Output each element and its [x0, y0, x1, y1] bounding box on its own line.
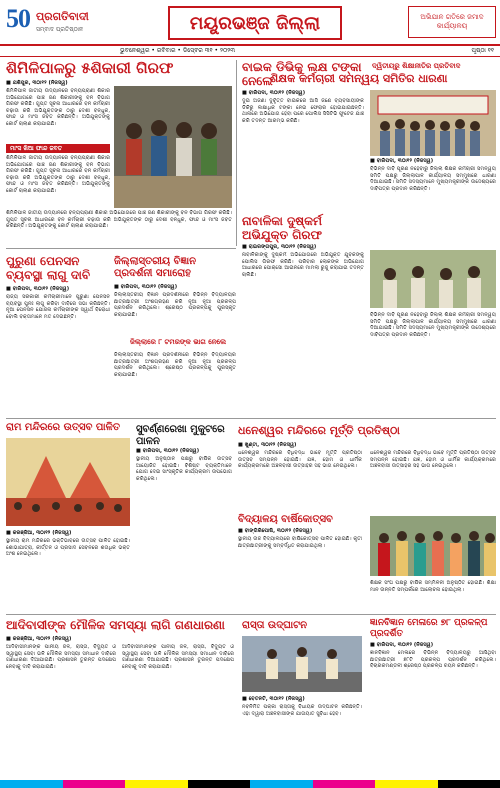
headline-s14: ରାସ୍ତା ଉଦ୍‌ଘାଟନ — [242, 620, 307, 631]
headline-s5: ପୁରୁଣା ପେନସନ ବ୍ୟବସ୍ଥା ଲାଗୁ ଦାବି — [6, 254, 91, 282]
section-rule — [6, 248, 236, 249]
section-rule-3 — [6, 614, 496, 615]
headline-s7: ରାମ ମନ୍ଦିରରେ ଉତ୍ସବ ପାଳିତ — [6, 422, 120, 433]
column-rule — [236, 60, 237, 246]
photo-s3-protest — [370, 90, 496, 156]
date-line: ଭୁବନେଶ୍ୱର • ରବିବାର • ଡିସେ୍ବର ୩୧ • ୨୦୨୩ — [120, 47, 235, 54]
photo-s10-meeting — [370, 516, 496, 576]
body-s8: ସ୍ଥାନୀୟ ଅନୁଷ୍ଠାନ ପକ୍ଷରୁ ବାର୍ଷିକ ଉତ୍ସବ ଆୟୋଜିତ ହୋଇଛି। ବିଶିଷ୍ଟ ବ୍ୟକ୍ତିମାନେ ଯୋଗ ଦେଇ ସାଂସ୍କୃତିକ କାର୍ଯ୍ୟକ୍ରମ ଉପଭୋଗ କରିଥିଲେ। — [136, 456, 232, 482]
photo-s14-road — [242, 636, 362, 692]
photo-s3-graphic — [370, 90, 496, 156]
dateline-s10: ■ ବାଙ୍ଗିରିପୋଷି, ୩୦ା୧୨ (ନିଜସ୍ୱ) — [238, 528, 313, 534]
dateline-s2: ■ ବାରିପଦା, ୩୦ା୧୨ (ନିଜସ୍ୱ) — [242, 90, 306, 96]
body-s9b: ଧନେଶ୍ୱର ମନ୍ଦିରରେ ବିଧିବଦ୍ଧ ଭାବେ ମୂର୍ତ୍ତି ପ୍ରତିଷ୍ଠା ଉତ୍ସବ ସମ୍ପନ୍ନ ହୋଇଛି। ଯଜ୍ଞ, ହୋମ ଓ ଧାର୍ମିକ କାର୍ଯ୍ୟକ୍ରମରେ ଅଞ୍ଚଳବାସୀ ଉତ୍ସାହର ସହ ଭାଗ ନେଇଥିଲେ। — [370, 450, 496, 470]
page-number: ପୃଷ୍ଠା ୧୧ — [471, 47, 494, 54]
photo-s3b — [370, 250, 496, 308]
dateline-s1: ■ ଯଶିପୁର, ୩୦ା୧୨ (ନିଜସ୍ୱ) — [6, 80, 68, 86]
body-s1b: ଶିମିଳିପାଳ ଜାତୀୟ ଉଦ୍ୟାନରେ ବନ୍ୟପ୍ରାଣୀ ଶିକାର ଅଭିଯୋଗରେ ପାଞ୍ଚ ଜଣ ଶିକାରୀଙ୍କୁ ବନ ବିଭାଗ ଗିରଫ କରିଛି। ଗୁପ୍ତ ସୂଚନା ଆଧାରରେ ବନ କର୍ମଚାରୀ ଚଢ଼ାଉ କରି ଅଭିଯୁକ୍ତଙ୍କ ଠାରୁ ଦେଶୀ ବନ୍ଧୁକ, ଫାନ୍ଦ ଓ ମାଂସ ଜବତ କରିଛନ୍ତି। ଅଭିଯୁକ୍ତଙ୍କୁ କୋର୍ଟ ଚାଲାଣ କରାଯାଇଛି। — [6, 155, 110, 194]
section-rule-2 — [6, 418, 496, 419]
dateline-s3: ■ ବାରିପଦା, ୩୦ା୧୨ (ନିଜସ୍ୱ) — [370, 158, 434, 164]
date-strip — [0, 44, 500, 57]
body-s1a: ଶିମିଳିପାଳ ଜାତୀୟ ଉଦ୍ୟାନରେ ବନ୍ୟପ୍ରାଣୀ ଶିକାର ଅଭିଯୋଗରେ ପାଞ୍ଚ ଜଣ ଶିକାରୀଙ୍କୁ ବନ ବିଭାଗ ଗିରଫ କରିଛି। ଗୁପ୍ତ ସୂଚନା ଆଧାରରେ ବନ କର୍ମଚାରୀ ଚଢ଼ାଉ କରି ଅଭିଯୁକ୍ତଙ୍କ ଠାରୁ ଦେଶୀ ବନ୍ଧୁକ, ଫାନ୍ଦ ଓ ମାଂସ ଜବତ କରିଛନ୍ତି। ଅଭିଯୁକ୍ତଙ୍କୁ କୋର୍ଟ ଚାଲାଣ କରାଯାଇଛି। — [6, 88, 110, 127]
headline-s4: ନାବାଳିକା ଦୁଷ୍କର୍ମ ଅଭିଯୁକ୍ତ ଗିରଫ — [242, 214, 323, 242]
photo-s3b-graphic — [370, 250, 496, 308]
dateline-s8: ■ ବାରିପଦା, ୩୦ା୧୨ (ନିଜସ୍ୱ) — [136, 448, 200, 454]
body-s6a: ଜିଲ୍ଲାସ୍ତରୀୟ ବିଜ୍ଞାନ ପ୍ରଦର୍ଶନୀରେ ବିଭିନ୍ନ ବିଦ୍ୟାଳୟର ଛାତ୍ରଛାତ୍ରୀ ଅଂଶଗ୍ରହଣ କରି ନୂଆ ନୂଆ ପ୍ରକଳ୍ପ ପ୍ରଦର୍ଶନ କରିଥିଲେ। ଶ୍ରେଷ୍ଠ ପ୍ରକଳ୍ପକୁ ପୁରସ୍କୃତ କରାଯାଇଛି। — [114, 292, 236, 318]
body-s13: ଶିକ୍ଷକ ସଂଘ ପକ୍ଷରୁ ବାର୍ଷିକ ସମ୍ମିଳନୀ ଅନୁଷ୍ଠିତ ହୋଇଛି। ଶିକ୍ଷା ମାନ ଉନ୍ନତି ସମ୍ପର୍କରେ ଆଲୋଚନା ହୋଇଥିଲା। — [370, 580, 496, 593]
body-s4: ନାବାଳିକାଙ୍କୁ ଦୁଷ୍କର୍ମ ଅଭିଯୋଗରେ ଅଭିଯୁକ୍ତ ଯୁବକଙ୍କୁ ପୋଲିସ ଗିରଫ କରିଛି। ପରିବାର ଲୋକଙ୍କ ଅଭିଯୋଗ ଆଧାରରେ ପୋକ୍ସୋ ଆଇନରେ ମାମଲା ରୁଜୁ କରାଯାଇ ତଦନ୍ତ ଚାଲିଛି। — [242, 252, 364, 278]
body-s2: ଦୁଇ ଅଜଣା ଦୁର୍ବୃତ୍ତ ବାଇକରେ ଆସି ଜଣେ ବ୍ୟବସାୟୀଙ୍କ ଡିକିରୁ ଲକ୍ଷାଧିକ ଟଙ୍କା ନେଇ ଫେରାର ହୋଇଯାଇଛନ୍ତି। ଥାନାରେ ଅଭିଯୋଗ ହେବା ପରେ ପୋଲିସ ସିସିଟିଭି ଫୁଟେଜ ଯାଞ୍ଚ କରି ତଦନ୍ତ ଆରମ୍ଭ କରିଛି। — [242, 98, 364, 124]
body-s10: ସ୍ଥାନୀୟ ଉଚ୍ଚ ବିଦ୍ୟାଳୟରେ ବାର୍ଷିକୋତ୍ସବ ପାଳିତ ହୋଇଛି। କୃତୀ ଛାତ୍ରଛାତ୍ରୀଙ୍କୁ ସମ୍ବର୍ଦ୍ଧିତ କରାଯାଇଥିଲା। — [238, 536, 362, 549]
headline-s1: ଶିମିଳିପାଳରୁ ୫ଶିକାରୀ ଗିରଫ — [6, 59, 174, 77]
color-registration-strip — [0, 780, 500, 788]
dateline-s6: ■ ବାରିପଦା, ୩୦ା୧୨ (ନିଜସ୍ୱ) — [114, 284, 178, 290]
body-s5: ରାଜ୍ୟ ସରକାରୀ କର୍ମଚାରୀମାନେ ପୁରୁଣା ପେନସନ ବ୍ୟବସ୍ଥା ପୁନଃ ଲାଗୁ କରିବା ଦାବିରେ ସଭା କରିଛନ୍ତି। ନୂଆ ପେନସନ ଯୋଜନା କର୍ମଚାରୀଙ୍କ ସ୍ୱାର୍ଥ ବିରୋଧୀ ବୋଲି ବକ୍ତାମାନେ ମତ ଦେଇଛନ୍ତି। — [6, 294, 110, 320]
headline-s9: ଧନେଶ୍ୱର ମନ୍ଦିରରେ ମୂର୍ତ୍ତି ପ୍ରତିଷ୍ଠା — [238, 424, 400, 437]
logo-number: 50 — [6, 4, 30, 33]
subhead-s6: ଜିଲ୍ଲାରେ ୮ ଟମରଙ୍କ ଭାଗ ନେଲେ — [130, 338, 227, 346]
masthead — [0, 0, 500, 44]
headline-s10: ବିଦ୍ୟାଳୟ ବାର୍ଷିକୋତ୍ସବ — [238, 514, 333, 525]
dateline-s7: ■ କରଞ୍ଜିଆ, ୩୦ା୧୨ (ନିଜସ୍ୱ) — [6, 530, 72, 536]
headline-s12: ଜ୍ଞାନବିଜ୍ଞାନ ମେଳାରେ ୭୮ ପ୍ରକଳ୍ପ ପ୍ରଦର୍ଶିତ — [370, 618, 488, 639]
dateline-s9: ■ ଖୁଣ୍ଟା, ୩୦ା୧୨ (ନିଜସ୍ୱ) — [238, 442, 297, 448]
dateline-s14: ■ ବେତନଟି, ୩୦ା୧୨ (ନିଜସ୍ୱ) — [242, 696, 305, 702]
body-s14: ନବନିର୍ମିତ ପକ୍କା ରାସ୍ତାକୁ ବିଧାୟକ ଉଦ୍‌ଘାଟନ କରିଛନ୍ତି। ଏହା ଦ୍ୱାରା ଅଞ୍ଚଳବାସୀଙ୍କ ଯାତାୟାତ ସୁବିଧା ହେବ। — [242, 704, 362, 717]
body-s3b: ବିଭିନ୍ନ ଦାବି ପୂରଣ ନହେବାରୁ ଜିଲ୍ଲା ଶିକ୍ଷକ କର୍ମଚାରୀ ସମନ୍ୱୟ ସମିତି ପକ୍ଷରୁ ଜିଲ୍ଲାପାଳ କାର୍ଯ୍ୟାଳୟ ସମ୍ମୁଖରେ ଧାରଣା ଦିଆଯାଇଛି। ସମିତି ସଦସ୍ୟମାନେ ମୁଖ୍ୟମନ୍ତ୍ରୀଙ୍କ ଉଦ୍ଦେଶ୍ୟରେ ଦାବିପତ୍ର ପ୍ରଦାନ କରିଛନ୍ତି। — [370, 312, 496, 338]
photo-s1-graphic — [114, 86, 232, 208]
logo-brand: ପ୍ରଗତିବାଦୀ — [36, 10, 89, 23]
page-title: ମୟୂରଭଞ୍ଜ ଜିଲ୍ଲା — [168, 6, 342, 40]
masthead-ad: ଅଭିଯାନ ଗତିରେ ଜମାଦ କାର୍ଯ୍ୟାଳୟ — [408, 6, 496, 38]
headline-s2: ବାଇକ ଡିଭିକୁ ଲକ୍ଷ ଟଙ୍କା ନେଲେ — [242, 60, 362, 88]
logo-tagline: ସମ୍ବାଦ ପ୍ରତିଷ୍ଠାନ — [36, 26, 84, 33]
body-s3: ବିଭିନ୍ନ ଦାବି ପୂରଣ ନହେବାରୁ ଜିଲ୍ଲା ଶିକ୍ଷକ କର୍ମଚାରୀ ସମନ୍ୱୟ ସମିତି ପକ୍ଷରୁ ଜିଲ୍ଲାପାଳ କାର୍ଯ୍ୟାଳୟ ସମ୍ମୁଖରେ ଧାରଣା ଦିଆଯାଇଛି। ସମିତି ସଦସ୍ୟମାନେ ମୁଖ୍ୟମନ୍ତ୍ରୀଙ୍କ ଉଦ୍ଦେଶ୍ୟରେ ଦାବିପତ୍ର ପ୍ରଦାନ କରିଛନ୍ତି। — [370, 166, 496, 192]
photo-s14-graphic — [242, 636, 362, 692]
headline-s11: ଆଦିବାସୀଙ୍କ ମୌଳିକ ସମସ୍ୟା ଲାଗି ଗଣଧାରଣା — [6, 618, 225, 632]
body-s6b: ଜିଲ୍ଲାସ୍ତରୀୟ ବିଜ୍ଞାନ ପ୍ରଦର୍ଶନୀରେ ବିଭିନ୍ନ ବିଦ୍ୟାଳୟର ଛାତ୍ରଛାତ୍ରୀ ଅଂଶଗ୍ରହଣ କରି ନୂଆ ନୂଆ ପ୍ରକଳ୍ପ ପ୍ରଦର୍ଶନ କରିଥିଲେ। ଶ୍ରେଷ୍ଠ ପ୍ରକଳ୍ପକୁ ପୁରସ୍କୃତ କରାଯାଇଛି। — [114, 352, 236, 378]
headline-s8: ସୁବର୍ଣ୍ଣରେଖା ମୁକୁଟରେ ପାଳନ — [136, 424, 225, 447]
subhead-bar-s1: ମାଂସ ଖିଆ ଫାନ୍ଦ ଜବତ — [6, 144, 110, 153]
body-s11a: ଆଦିବାସୀମାନଙ୍କ ପାନୀୟ ଜଳ, ରାସ୍ତା, ବିଦ୍ୟୁତ ଓ ସ୍ୱାସ୍ଥ୍ୟ ସେବା ଭଳି ମୌଳିକ ସମସ୍ୟା ସମାଧାନ ଦାବିରେ ଗଣଧାରଣା ଦିଆଯାଇଛି। ପ୍ରଶାସନ ତୁରନ୍ତ ପଦକ୍ଷେପ ନେବାକୁ ଦାବି କରାଯାଇଛି। — [6, 644, 116, 670]
headline-s6: ଜିଲ୍ଲାସ୍ତରୀୟ ବିଜ୍ଞାନ ପ୍ରଦର୍ଶନୀ ସମାରୋହ — [114, 256, 197, 279]
body-s12: ଜ୍ଞାନବିଜ୍ଞାନ ମେଳାରେ ବିଭିନ୍ନ ବିଦ୍ୟାଳୟରୁ ଆସିଥିବା ଛାତ୍ରଛାତ୍ରୀ ୭୮ଟି ପ୍ରକଳ୍ପ ପ୍ରଦର୍ଶନ କରିଥିଲେ। ବିଚାରକମଣ୍ଡଳୀ ଶ୍ରେଷ୍ଠ ପ୍ରକଳ୍ପ ଚୟନ କରିଛନ୍ତି। — [370, 650, 496, 670]
headline-s3: ଶିକ୍ଷକ କର୍ମଚାରୀ ସମନ୍ୱୟ ସମିତିର ଧାରଣା — [270, 72, 448, 85]
photo-s7-temple — [6, 438, 130, 526]
dateline-s12: ■ ବାରିପଦା, ୩୦ା୧୨ (ନିଜସ୍ୱ) — [370, 642, 434, 648]
photo-s7-graphic — [6, 438, 130, 526]
body-s7: ସ୍ଥାନୀୟ ରାମ ମନ୍ଦିରରେ ଭକ୍ତିଭାବରେ ଉତ୍ସବ ପାଳିତ ହୋଇଛି। ଶୋଭାଯାତ୍ରା, କୀର୍ତ୍ତନ ଓ ପ୍ରସାଦ ସେବନରେ ଶତାଧିକ ଭକ୍ତ ଅଂଶ ନେଇଥିଲେ। — [6, 538, 130, 558]
dateline-s5: ■ ବାରିପଦା, ୩୦ା୧୨ (ନିଜସ୍ୱ) — [6, 286, 70, 292]
dateline-s11: ■ କରଞ୍ଜିଆ, ୩୦ା୧୨ (ନିଜସ୍ୱ) — [6, 636, 72, 642]
body-s9a: ଧନେଶ୍ୱର ମନ୍ଦିରରେ ବିଧିବଦ୍ଧ ଭାବେ ମୂର୍ତ୍ତି ପ୍ରତିଷ୍ଠା ଉତ୍ସବ ସମ୍ପନ୍ନ ହୋଇଛି। ଯଜ୍ଞ, ହୋମ ଓ ଧାର୍ମିକ କାର୍ଯ୍ୟକ୍ରମରେ ଅଞ୍ଚଳବାସୀ ଉତ୍ସାହର ସହ ଭାଗ ନେଇଥିଲେ। — [238, 450, 362, 470]
newspaper-logo — [6, 4, 88, 40]
photo-s10-graphic — [370, 516, 496, 576]
photo-s1-poachers — [114, 86, 232, 208]
dateline-s4: ■ ରାଇରଙ୍ଗପୁର, ୩୦ା୧୨ (ନିଜସ୍ୱ) — [242, 244, 317, 250]
body-s11b: ଆଦିବାସୀମାନଙ୍କ ପାନୀୟ ଜଳ, ରାସ୍ତା, ବିଦ୍ୟୁତ ଓ ସ୍ୱାସ୍ଥ୍ୟ ସେବା ଭଳି ମୌଳିକ ସମସ୍ୟା ସମାଧାନ ଦାବିରେ ଗଣଧାରଣା ଦିଆଯାଇଛି। ପ୍ରଶାସନ ତୁରନ୍ତ ପଦକ୍ଷେପ ନେବାକୁ ଦାବି କରାଯାଇଛି। — [122, 644, 234, 670]
kicker-s3: ଦ୍ୱିତୀୟରୁ ଶିକ୍ଷାନୀତିର ପ୍ରତିବାଦ — [372, 62, 461, 70]
body-s1c: ଶିମିଳିପାଳ ଜାତୀୟ ଉଦ୍ୟାନରେ ବନ୍ୟପ୍ରାଣୀ ଶିକାର ଅଭିଯୋଗରେ ପାଞ୍ଚ ଜଣ ଶିକାରୀଙ୍କୁ ବନ ବିଭାଗ ଗିରଫ କରିଛି। ଗୁପ୍ତ ସୂଚନା ଆଧାରରେ ବନ କର୍ମଚାରୀ ଚଢ଼ାଉ କରି ଅଭିଯୁକ୍ତଙ୍କ ଠାରୁ ଦେଶୀ ବନ୍ଧୁକ, ଫାନ୍ଦ ଓ ମାଂସ ଜବତ କରିଛନ୍ତି। ଅଭିଯୁକ୍ତଙ୍କୁ କୋର୍ଟ ଚାଲାଣ କରାଯାଇଛି। — [6, 210, 232, 230]
